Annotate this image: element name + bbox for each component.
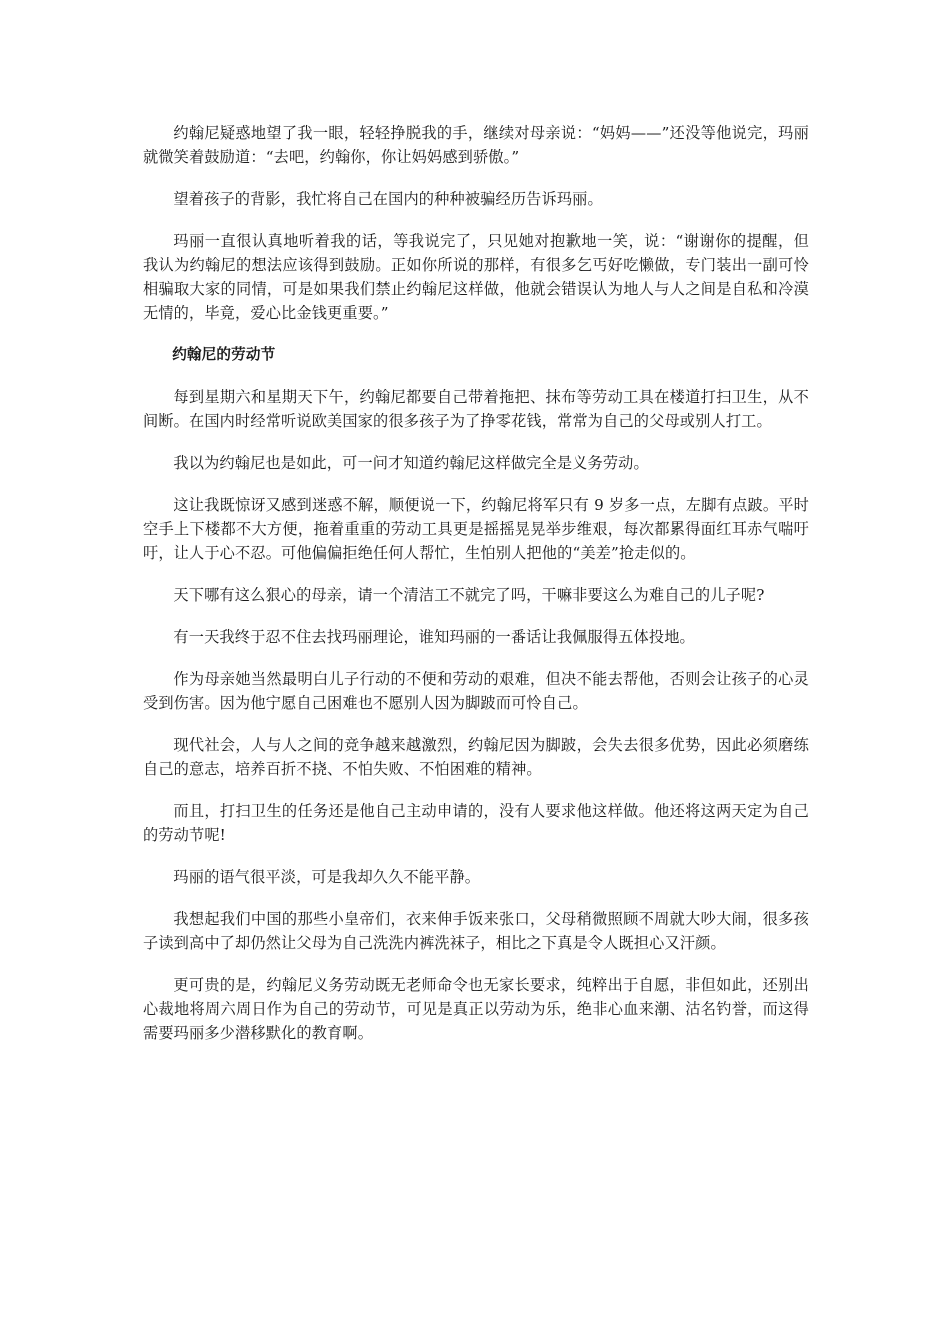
document-body	[143, 121, 809, 1063]
paragraph: 现代社会，人与人之间的竞争越来越激烈，约翰尼因为脚跛，会失去很多优势，因此必须磨练自己的意志，培养百折不挠、不怕失败、不怕困难的精神。	[143, 736, 809, 778]
paragraph: 这让我既惊讶又感到迷惑不解，顺便说一下，约翰尼将军只有 9 岁多一点，左脚有点跛。平时空手上下楼都不大方便，拖着重重的劳动工具更是摇摇晃晃举步维艰，每次都累得面红耳赤气喘吁吁，让人于心不忍。可他偏偏拒绝任何人帮忙，生怕别人把他的“美差”抢走似的。	[143, 496, 809, 562]
paragraph: 玛丽一直很认真地听着我的话，等我说完了，只见她对抱歉地一笑，说：“谢谢你的提醒，但我认为约翰尼的想法应该得到鼓励。正如你所说的那样，有很多乞丐好吃懒做，专门装出一副可怜相骗取大家的同情，可是如果我们禁止约翰尼这样做，他就会错误认为地人与人之间是自私和冷漠无情的，毕竟，爱心比金钱更重要。”	[143, 232, 809, 322]
paragraph: 约翰尼疑惑地望了我一眼，轻轻挣脱我的手，继续对母亲说：“妈妈——”还没等他说完，玛丽就微笑着鼓励道：“去吧，约翰你，你让妈妈感到骄傲。”	[143, 124, 809, 166]
paragraph: 玛丽的语气很平淡，可是我却久久不能平静。	[173, 868, 481, 886]
paragraph: 而且，打扫卫生的任务还是他自己主动申请的，没有人要求他这样做。他还将这两天定为自己的劳动节呢!	[143, 802, 809, 844]
paragraph: 我想起我们中国的那些小皇帝们，衣来伸手饭来张口，父母稍微照顾不周就大吵大闹，很多孩子读到高中了却仍然让父母为自己洗洗内裤洗袜子，相比之下真是令人既担心又汗颜。	[143, 910, 809, 952]
section-heading: 约翰尼的劳动节	[172, 346, 276, 363]
paragraph: 更可贵的是，约翰尼义务劳动既无老师命令也无家长要求，纯粹出于自愿，非但如此，还别出心裁地将周六周日作为自己的劳动节，可见是真正以劳动为乐，绝非心血来潮、沽名钓誉，而这得需要玛丽多少潜移默化的教育啊。	[143, 976, 809, 1042]
paragraph: 作为母亲她当然最明白儿子行动的不便和劳动的艰难，但决不能去帮他，否则会让孩子的心灵受到伤害。因为他宁愿自己困难也不愿别人因为脚跛而可怜自己。	[143, 670, 809, 712]
paragraph: 有一天我终于忍不住去找玛丽理论，谁知玛丽的一番话让我佩服得五体投地。	[173, 628, 695, 646]
paragraph: 天下哪有这么狠心的母亲，请一个清洁工不就完了吗，干嘛非要这么为难自己的儿子呢?	[173, 586, 765, 604]
paragraph: 每到星期六和星期天下午，约翰尼都要自己带着拖把、抹布等劳动工具在楼道打扫卫生，从不间断。在国内时经常听说欧美国家的很多孩子为了挣零花钱，常常为自己的父母或别人打工。	[143, 388, 809, 430]
paragraph: 望着孩子的背影，我忙将自己在国内的种种被骗经历告诉玛丽。	[173, 190, 603, 208]
paragraph: 我以为约翰尼也是如此，可一问才知道约翰尼这样做完全是义务劳动。	[173, 454, 649, 472]
